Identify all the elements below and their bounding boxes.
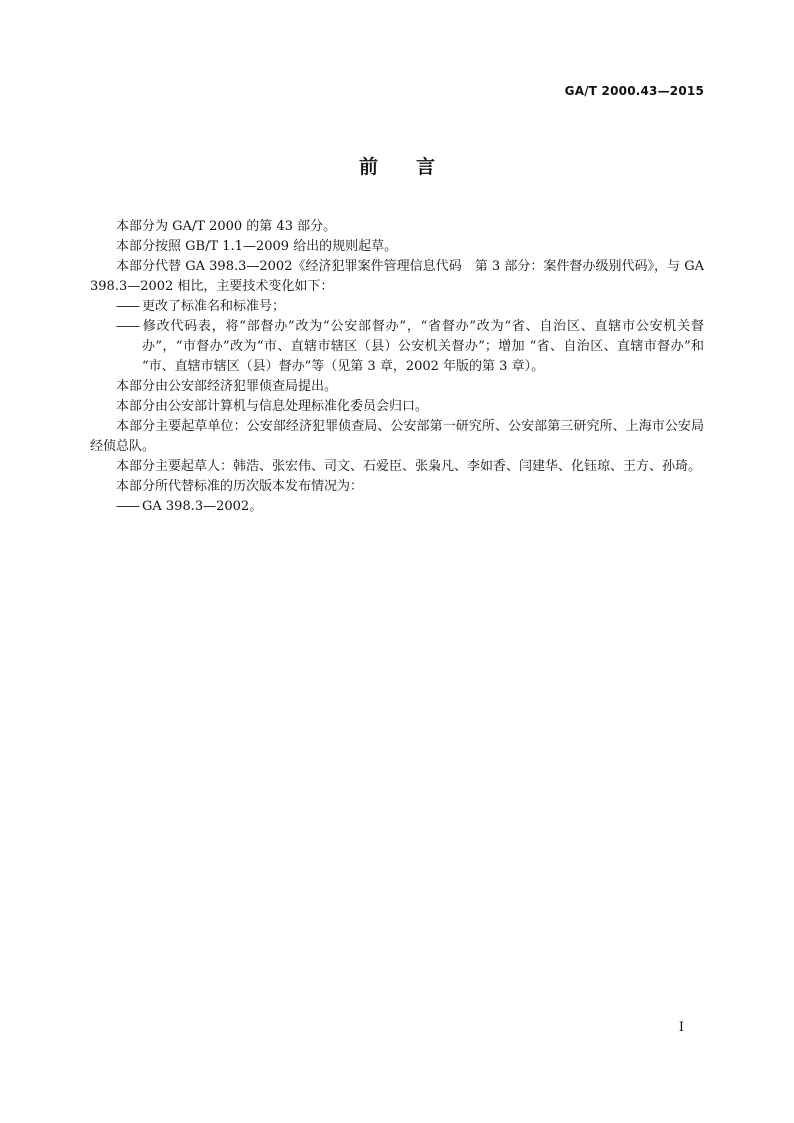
paragraph-drafting-rules: 本部分按照 GB/T 1.1—2009 给出的规则起草。 <box>116 239 398 254</box>
paragraph-proposer: 本部分由公安部经济犯罪侦查局提出。 <box>116 379 338 394</box>
change-item <box>90 317 704 377</box>
change-item-text: 更改了标准名和标准号； <box>142 299 286 314</box>
dash-mark: —— <box>116 299 138 314</box>
paragraph-drafting-units: 本部分主要起草单位：公安部经济犯罪侦查局、公安部第一研究所、公安部第三研究所、上海市公安局经侦总队。 <box>90 419 704 454</box>
standard-code: GA/T 2000.43—2015 <box>564 84 704 98</box>
page-title: 前言 <box>358 156 473 178</box>
change-item <box>90 297 704 317</box>
paragraph-drafters: 本部分主要起草人：韩浩、张宏伟、司文、石爱臣、张枭凡、李如香、闫建华、化钰琼、王方、孙琦。 <box>116 459 702 474</box>
dash-mark: —— <box>116 319 138 334</box>
paragraph-history-intro: 本部分所代替标准的历次版本发布情况为： <box>116 479 364 494</box>
history-item <box>90 497 704 517</box>
history-item-text: GA 398.3—2002。 <box>142 499 263 514</box>
paragraph-committee: 本部分由公安部计算机与信息处理标准化委员会归口。 <box>116 399 429 414</box>
paragraph-part-scope: 本部分为 GA/T 2000 的第 43 部分。 <box>116 219 337 234</box>
page-number: I <box>678 1020 684 1035</box>
dash-mark: —— <box>116 499 138 514</box>
paragraph-replacement: 本部分代替 GA 398.3—2002《经济犯罪案件管理信息代码 第 3 部分：案件督办级别代码》，与 GA 398.3—2002 相比，主要技术变化如下： <box>90 259 704 294</box>
change-item-text: 修改代码表，将“部督办”改为“公安部督办”，“省督办”改为“省、自治区、直辖市公安机关督办”，“市督办”改为“市、直辖市辖区（县）公安机关督办”；增加 “省、自治区、直辖市督办”和 “市、直辖市辖区（县）督办”等（见第 3 章，2002 年版的第 3 章）。 <box>142 319 704 374</box>
foreword-body <box>90 217 704 517</box>
